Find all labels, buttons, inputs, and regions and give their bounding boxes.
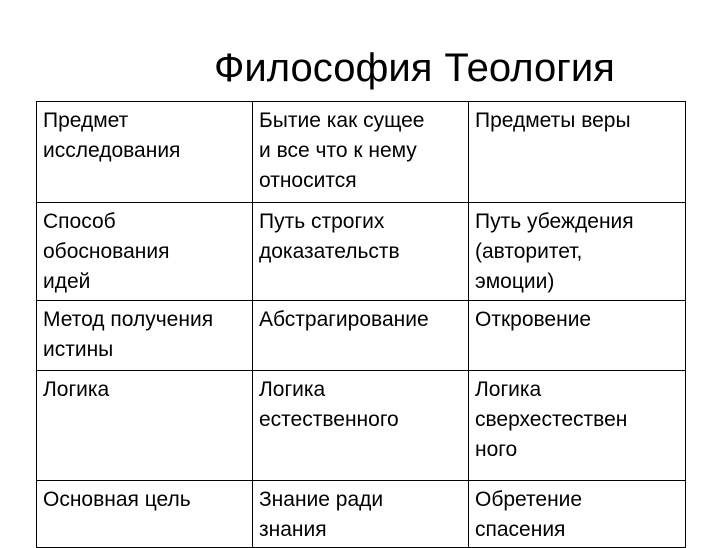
criterion-cell: Предмет исследования: [37, 102, 253, 203]
philosophy-cell: Абстрагирование: [253, 301, 469, 371]
theology-cell: Предметы веры: [469, 102, 686, 203]
table-row: [37, 301, 686, 371]
philosophy-cell: Бытие как сущее и все что к нему относится: [253, 102, 469, 203]
philosophy-cell: Путь строгих доказательств: [253, 203, 469, 301]
title-philosophy: Философия: [214, 46, 433, 90]
theology-cell: Обретение спасения: [469, 481, 686, 548]
table-row: [37, 102, 686, 203]
comparison-table: [36, 101, 686, 548]
theology-cell: Путь убеждения (авторитет, эмоции): [469, 203, 686, 301]
table-row: [37, 371, 686, 481]
criterion-cell: Метод получения истины: [37, 301, 253, 371]
slide-title: [214, 44, 615, 92]
criterion-cell: Логика: [37, 371, 253, 481]
philosophy-cell: Знание ради знания: [253, 481, 469, 548]
theology-cell: Откровение: [469, 301, 686, 371]
criterion-cell: Основная цель: [37, 481, 253, 548]
table-row: [37, 203, 686, 301]
philosophy-cell: Логика естественного: [253, 371, 469, 481]
title-theology: Теология: [444, 46, 615, 90]
table-row: [37, 481, 686, 548]
theology-cell: Логика сверхестествен ного: [469, 371, 686, 481]
criterion-cell: Способ обоснования идей: [37, 203, 253, 301]
